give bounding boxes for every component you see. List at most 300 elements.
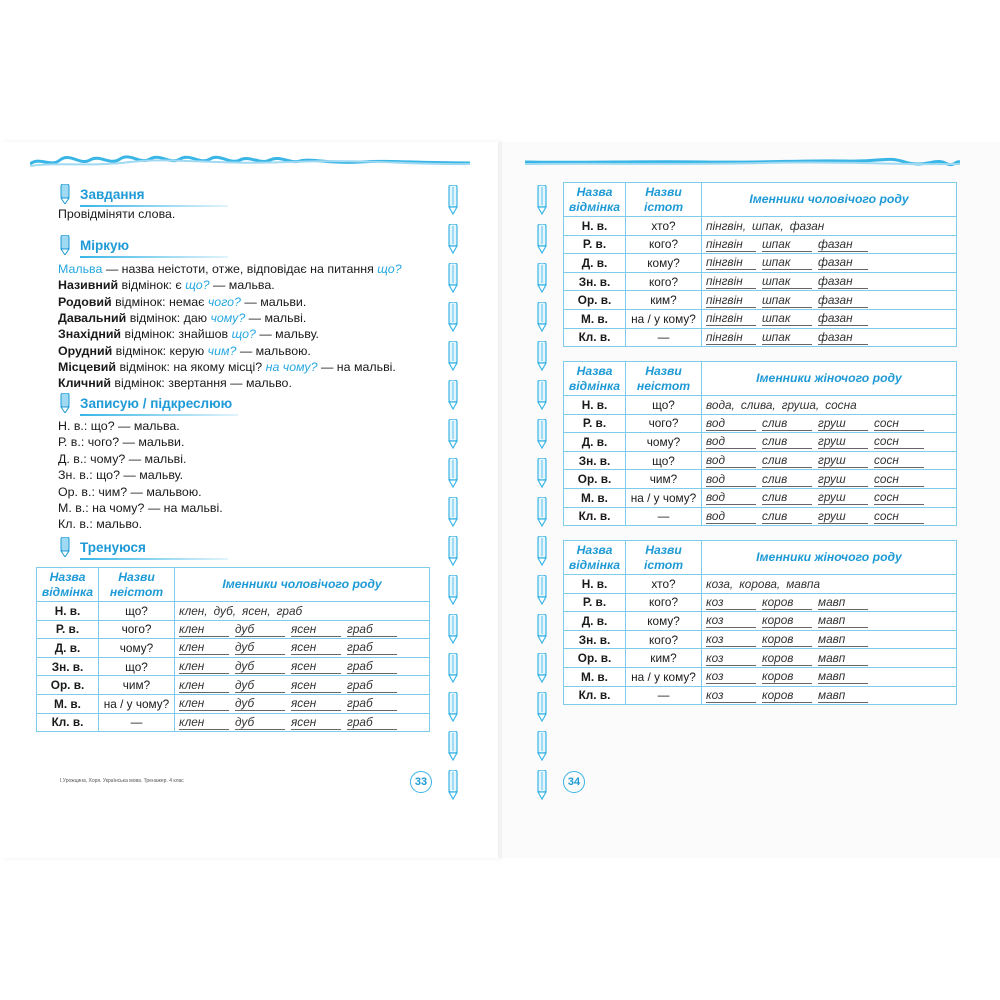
line-end: — мальву. xyxy=(255,327,319,342)
word-blank: граб xyxy=(347,622,397,637)
think-line xyxy=(58,359,396,375)
words-cell xyxy=(702,309,957,328)
table-row xyxy=(37,713,430,732)
words-cell xyxy=(175,676,430,695)
pencil-icon xyxy=(58,235,72,255)
question-cell: що? xyxy=(99,602,175,621)
words-cell xyxy=(175,694,430,713)
think-heading-text: Міркую xyxy=(80,237,130,253)
case-cell: Ор. в. xyxy=(564,649,626,668)
question-cell: чого? xyxy=(99,620,175,639)
case-cell: Р. в. xyxy=(564,235,626,254)
line-text: — назва неістоти, отже, відповідає на питання xyxy=(102,262,378,276)
word-blank: мавп xyxy=(818,651,868,666)
word-blank: граб xyxy=(347,678,397,693)
word-blank: клен xyxy=(179,659,229,674)
header-case: Назва відмінка xyxy=(564,541,626,575)
words-cell xyxy=(702,272,957,291)
case-name: Давальний xyxy=(58,310,127,325)
wave-decoration-right xyxy=(525,150,960,172)
case-name: Місцевий xyxy=(58,359,117,374)
word-blank: сосн xyxy=(874,472,924,487)
word-blank: мавп xyxy=(818,613,868,628)
word-blank: вод xyxy=(706,472,756,487)
word-blank: фазан xyxy=(789,218,825,233)
question-cell: — xyxy=(626,507,702,526)
line-text: відмінок: немає xyxy=(111,294,208,309)
words-cell xyxy=(175,657,430,676)
pencil-icon xyxy=(535,224,549,254)
case-cell: Ор. в. xyxy=(564,291,626,310)
pencil-icon xyxy=(535,458,549,488)
case-cell: Р. в. xyxy=(564,593,626,612)
word-blank: вод xyxy=(706,453,756,468)
table-row xyxy=(564,488,957,507)
word-blank: пінгвін xyxy=(706,329,756,344)
table-row xyxy=(37,602,430,621)
question-cell: ким? xyxy=(626,291,702,310)
pencil-icon xyxy=(535,692,549,722)
pencil-icon xyxy=(446,575,460,605)
write-line: Кл. в.: мальво. xyxy=(58,517,143,532)
case-cell: М. в. xyxy=(564,667,626,686)
book-spine xyxy=(498,142,502,858)
word-blank: коза, xyxy=(706,576,734,591)
table-row xyxy=(564,328,957,347)
pencil-icon xyxy=(535,419,549,449)
case-cell: Д. в. xyxy=(564,433,626,452)
word-blank: слив xyxy=(762,453,812,468)
word-blank: вод xyxy=(706,509,756,524)
pencil-icon xyxy=(446,419,460,449)
word-blank: корова, xyxy=(739,576,781,591)
word-blank: сосн xyxy=(874,509,924,524)
word-blank: фазан xyxy=(818,274,868,289)
train-heading xyxy=(58,537,228,557)
question-cell: що? xyxy=(626,451,702,470)
word-blank: граб xyxy=(276,603,303,618)
word-blank: груш xyxy=(818,490,868,505)
word-blank: слив xyxy=(762,509,812,524)
word-blank: дуб xyxy=(235,678,285,693)
word-blank: слива, xyxy=(740,397,776,412)
word-blank: груш xyxy=(818,453,868,468)
case-cell: Зн. в. xyxy=(564,451,626,470)
highlight-word: Мальва xyxy=(58,262,103,276)
word-blank: шпак xyxy=(762,237,812,252)
pencil-icon xyxy=(446,263,460,293)
pencil-icon xyxy=(535,263,549,293)
word-blank: граб xyxy=(347,659,397,674)
line-end: — мальва. xyxy=(209,278,275,293)
table-row xyxy=(564,667,957,686)
table-row xyxy=(564,593,957,612)
page-number-right: 34 xyxy=(563,771,585,793)
table-row xyxy=(564,309,957,328)
words-cell xyxy=(702,612,957,631)
word-blank: дуб xyxy=(235,659,285,674)
word-blank: дуб xyxy=(235,622,285,637)
case-name: Називний xyxy=(58,278,119,293)
line-text: відмінок: знайшов xyxy=(121,327,232,342)
table-row xyxy=(564,649,957,668)
word-blank: пінгвін, xyxy=(706,218,746,233)
think-line xyxy=(58,343,311,359)
table-row xyxy=(564,217,957,236)
pencil-icon xyxy=(535,614,549,644)
pencil-icon xyxy=(535,302,549,332)
write-heading-text: Записую / підкреслюю xyxy=(80,395,233,411)
table-row xyxy=(564,470,957,489)
word-blank: шпак xyxy=(762,293,812,308)
word-blank: мавп xyxy=(818,688,868,703)
word-blank: слив xyxy=(762,416,812,431)
words-cell xyxy=(702,593,957,612)
table-row xyxy=(564,507,957,526)
word-blank: пінгвін xyxy=(706,255,756,270)
word-blank: пінгвін xyxy=(706,292,756,307)
header-nouns: Іменники жіночого роду xyxy=(702,541,957,575)
header-nouns: Іменники жіночого роду xyxy=(702,362,957,396)
table-row xyxy=(564,451,957,470)
case-name: Орудний xyxy=(58,343,113,358)
question-cell: кому? xyxy=(626,612,702,631)
word-blank: пінгвін xyxy=(706,311,756,326)
write-line: Д. в.: чому? — мальві. xyxy=(58,451,187,466)
pencil-icon xyxy=(535,575,549,605)
word-blank: вод xyxy=(706,434,756,449)
word-blank: шпак xyxy=(762,311,812,326)
table-row xyxy=(37,620,430,639)
words-cell xyxy=(175,602,430,621)
table-row xyxy=(564,575,957,594)
case-cell: М. в. xyxy=(564,488,626,507)
table-row xyxy=(564,433,957,452)
word-blank: коз xyxy=(706,595,756,610)
line-end: — мальві. xyxy=(245,310,307,325)
margin-pencils-right xyxy=(533,185,551,809)
question-cell: кого? xyxy=(626,272,702,291)
word-blank: коров xyxy=(762,651,812,666)
pencil-icon xyxy=(535,731,549,761)
case-cell: Р. в. xyxy=(37,620,99,639)
case-cell: Д. в. xyxy=(564,254,626,273)
word-blank: клен xyxy=(179,640,229,655)
case-cell: Ор. в. xyxy=(564,470,626,489)
header-case: Назва відмінка xyxy=(564,183,626,217)
write-line: Зн. в.: що? — мальву. xyxy=(58,468,184,483)
question-cell: хто? xyxy=(626,217,702,236)
word-blank: коров xyxy=(762,688,812,703)
case-cell: Н. в. xyxy=(564,575,626,594)
words-cell xyxy=(702,488,957,507)
word-blank: коров xyxy=(762,632,812,647)
word-blank: сосн xyxy=(874,453,924,468)
word-blank: мавп xyxy=(818,595,868,610)
pencil-icon xyxy=(446,341,460,371)
case-cell: Зн. в. xyxy=(564,630,626,649)
right-table-masculine-animate xyxy=(563,182,957,347)
word-blank: вода, xyxy=(706,397,735,412)
word-blank: граб xyxy=(347,715,397,730)
question-cell: чим? xyxy=(99,676,175,695)
line-text: відмінок: на якому місці? xyxy=(116,359,266,374)
header-type: Назви неістот xyxy=(626,362,702,396)
word-blank: ясен xyxy=(291,678,341,693)
word-blank: мавпа xyxy=(786,576,821,591)
line-text: відмінок: звертання — мальво. xyxy=(110,376,292,391)
pencil-icon xyxy=(446,380,460,410)
question-cell: на / у чому? xyxy=(99,694,175,713)
line-text: відмінок: є xyxy=(118,278,186,293)
word-blank: ясен xyxy=(291,622,341,637)
question-cell: що? xyxy=(99,657,175,676)
word-blank: шпак xyxy=(762,330,812,345)
think-heading xyxy=(58,235,228,255)
case-cell: Д. в. xyxy=(564,612,626,631)
pencil-icon xyxy=(446,458,460,488)
word-blank: груша, xyxy=(781,397,820,412)
words-cell xyxy=(702,291,957,310)
word-blank: груш xyxy=(818,416,868,431)
write-heading xyxy=(58,393,238,413)
word-blank: шпак xyxy=(762,255,812,270)
question-cell: кого? xyxy=(626,593,702,612)
question-cell: чим? xyxy=(626,470,702,489)
word-blank: ясен xyxy=(291,715,341,730)
case-cell: Н. в. xyxy=(37,602,99,621)
table-row xyxy=(37,657,430,676)
case-cell: Зн. в. xyxy=(564,272,626,291)
question-cell: на / у кому? xyxy=(626,667,702,686)
question-cell: на / у чому? xyxy=(626,488,702,507)
write-line: Ор. в.: чим? — мальвою. xyxy=(58,484,202,499)
pencil-icon xyxy=(446,536,460,566)
task-heading xyxy=(58,184,228,204)
table-row xyxy=(564,414,957,433)
question-cell: чого? xyxy=(626,414,702,433)
question-cell: на / у кому? xyxy=(626,309,702,328)
question-word: чим? xyxy=(207,343,237,358)
word-blank: коз xyxy=(706,688,756,703)
question-cell: чому? xyxy=(99,639,175,658)
line-end: — мальвою. xyxy=(236,343,311,358)
question-cell: — xyxy=(626,328,702,347)
word-blank: груш xyxy=(818,472,868,487)
line-text: відмінок: даю xyxy=(126,310,211,325)
case-cell: М. в. xyxy=(37,694,99,713)
table-row xyxy=(564,254,957,273)
case-cell: Д. в. xyxy=(37,639,99,658)
words-cell xyxy=(702,575,957,594)
question-cell: кого? xyxy=(626,235,702,254)
header-case: Назва відмінка xyxy=(564,362,626,396)
think-line xyxy=(58,326,319,342)
write-line: Р. в.: чого? — мальви. xyxy=(58,435,185,450)
pencil-icon xyxy=(446,653,460,683)
question-cell: що? xyxy=(626,396,702,415)
words-cell xyxy=(702,433,957,452)
pencil-icon xyxy=(446,614,460,644)
table-row xyxy=(564,630,957,649)
word-blank: сосн xyxy=(874,416,924,431)
words-cell xyxy=(702,396,957,415)
pencil-icon xyxy=(58,537,72,557)
words-cell xyxy=(702,451,957,470)
word-blank: клен xyxy=(179,622,229,637)
question-cell: чому? xyxy=(626,433,702,452)
think-line xyxy=(58,277,275,293)
think-line xyxy=(58,375,292,391)
pencil-icon xyxy=(58,184,72,204)
page-number-left: 33 xyxy=(410,771,432,793)
question-cell: — xyxy=(626,686,702,705)
task-text: Провідміняти слова. xyxy=(58,207,176,221)
table-row xyxy=(37,694,430,713)
header-nouns: Іменники чоловічого роду xyxy=(702,183,957,217)
right-table-feminine-inanimate xyxy=(563,361,957,526)
case-name: Знахідний xyxy=(58,327,122,342)
word-blank: вод xyxy=(706,490,756,505)
word-blank: сосна xyxy=(825,397,857,412)
word-blank: слив xyxy=(762,472,812,487)
word-blank: клен xyxy=(179,678,229,693)
word-blank: дуб xyxy=(235,715,285,730)
table-row xyxy=(564,396,957,415)
word-blank: вод xyxy=(706,416,756,431)
pencil-icon xyxy=(446,770,460,800)
word-blank: груш xyxy=(818,509,868,524)
pencil-icon xyxy=(446,497,460,527)
words-cell xyxy=(175,620,430,639)
pencil-icon xyxy=(535,380,549,410)
word-blank: фазан xyxy=(818,311,868,326)
word-blank: коз xyxy=(706,669,756,684)
line-end: — мальви. xyxy=(240,294,307,309)
words-cell xyxy=(702,235,957,254)
header-type: Назви істот xyxy=(626,183,702,217)
word-blank: дуб xyxy=(235,696,285,711)
words-cell xyxy=(702,686,957,705)
pencil-icon xyxy=(535,497,549,527)
think-line xyxy=(58,294,306,310)
words-cell xyxy=(702,470,957,489)
word-blank: пінгвін xyxy=(706,274,756,289)
words-cell xyxy=(702,328,957,347)
pencil-icon xyxy=(535,770,549,800)
question-cell: кого? xyxy=(626,630,702,649)
think-line xyxy=(58,310,306,326)
task-heading-text: Завдання xyxy=(80,186,145,202)
margin-pencils-left xyxy=(444,185,462,809)
word-blank: груш xyxy=(818,434,868,449)
word-blank: фазан xyxy=(818,293,868,308)
question-word: на чому? xyxy=(265,359,318,374)
case-name: Кличний xyxy=(58,376,111,391)
word-blank: клен xyxy=(179,715,229,730)
pencil-icon xyxy=(446,302,460,332)
word-blank: сосн xyxy=(874,434,924,449)
word-blank: ясен, xyxy=(242,603,271,618)
words-cell xyxy=(175,639,430,658)
word-blank: коров xyxy=(762,595,812,610)
header-nouns: Іменники чоловічого роду xyxy=(175,568,430,602)
word-blank: фазан xyxy=(818,330,868,345)
case-cell: Р. в. xyxy=(564,414,626,433)
right-table-feminine-animate xyxy=(563,540,957,705)
write-line: Н. в.: що? — мальва. xyxy=(58,419,180,433)
word-blank: мавп xyxy=(818,669,868,684)
case-cell: Кл. в. xyxy=(564,328,626,347)
word-blank: дуб, xyxy=(213,603,237,618)
line-end: — на мальві. xyxy=(317,359,396,374)
table-row xyxy=(37,639,430,658)
word-blank: дуб xyxy=(235,640,285,655)
pencil-icon xyxy=(535,341,549,371)
think-line xyxy=(58,261,402,277)
question-cell: — xyxy=(99,713,175,732)
header-type: Назви істот xyxy=(626,541,702,575)
word-blank: клен, xyxy=(179,603,208,618)
question-word: що? xyxy=(377,262,402,276)
case-cell: М. в. xyxy=(564,309,626,328)
word-blank: коз xyxy=(706,613,756,628)
question-cell: ким? xyxy=(626,649,702,668)
word-blank: коз xyxy=(706,651,756,666)
line-text: відмінок: керую xyxy=(112,343,208,358)
words-cell xyxy=(702,507,957,526)
word-blank: слив xyxy=(762,490,812,505)
words-cell xyxy=(702,217,957,236)
pencil-icon xyxy=(535,653,549,683)
words-cell xyxy=(702,414,957,433)
pencil-icon xyxy=(58,393,72,413)
word-blank: сосн xyxy=(874,490,924,505)
question-word: чого? xyxy=(207,294,241,309)
table-row xyxy=(564,272,957,291)
table-row xyxy=(564,235,957,254)
words-cell xyxy=(702,667,957,686)
wave-decoration-left xyxy=(30,150,470,172)
case-cell: Кл. в. xyxy=(37,713,99,732)
case-cell: Кл. в. xyxy=(564,686,626,705)
question-word: що? xyxy=(231,327,256,342)
question-cell: хто? xyxy=(626,575,702,594)
question-cell: кому? xyxy=(626,254,702,273)
header-type: Назви неістот xyxy=(99,568,175,602)
word-blank: коз xyxy=(706,632,756,647)
table-row xyxy=(564,686,957,705)
case-name: Родовий xyxy=(58,294,112,309)
word-blank: шпак xyxy=(762,274,812,289)
pencil-icon xyxy=(446,731,460,761)
question-word: чому? xyxy=(210,310,246,325)
table-row xyxy=(564,612,957,631)
write-line: М. в.: на чому? — на мальві. xyxy=(58,501,223,515)
table-row xyxy=(564,291,957,310)
case-cell: Н. в. xyxy=(564,217,626,236)
word-blank: фазан xyxy=(818,255,868,270)
pencil-icon xyxy=(535,536,549,566)
word-blank: коров xyxy=(762,669,812,684)
word-blank: слив xyxy=(762,434,812,449)
pencil-icon xyxy=(446,692,460,722)
header-case: Назва відмінка xyxy=(37,568,99,602)
word-blank: граб xyxy=(347,696,397,711)
word-blank: граб xyxy=(347,640,397,655)
pencil-icon xyxy=(446,185,460,215)
word-blank: пінгвін xyxy=(706,236,756,251)
